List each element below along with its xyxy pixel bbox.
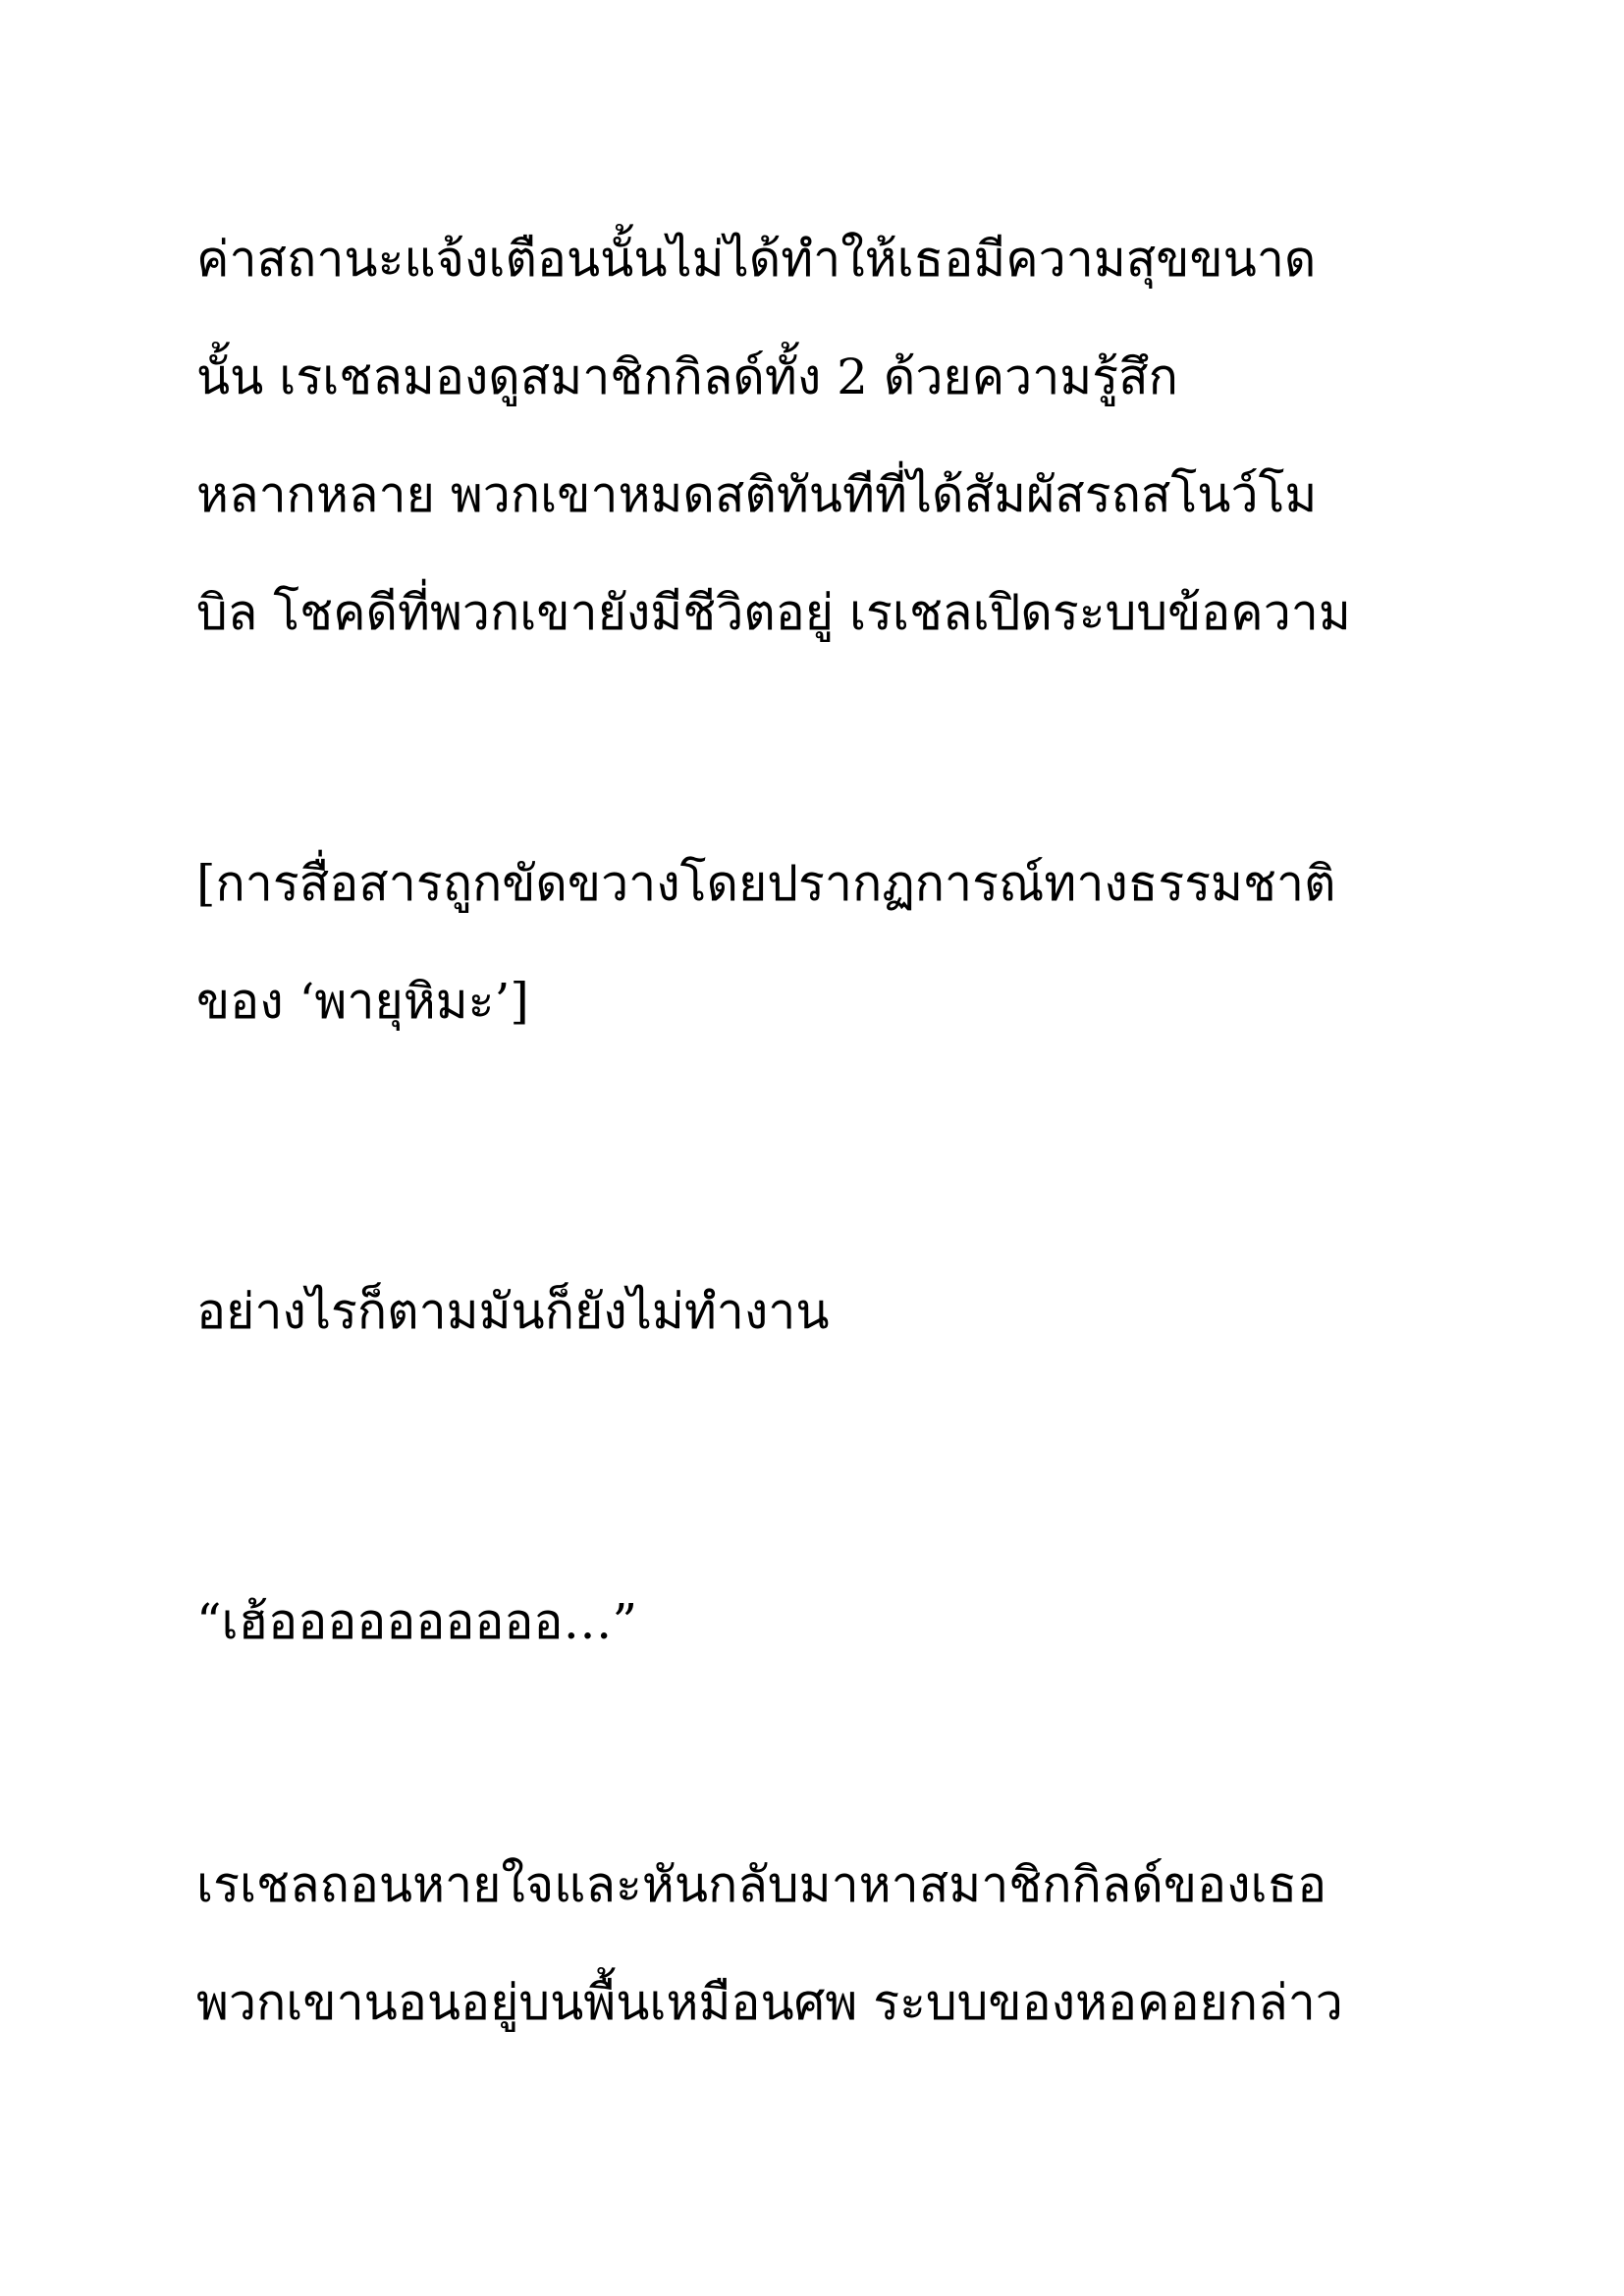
paragraph-sigh-dialogue: [196, 1563, 1473, 1681]
paragraph-system-message: [196, 825, 1473, 1060]
text-line: ค่าสถานะแจ้งเตือนนั้นไม่ได้ทำให้เธอมีความสุขขนาด: [196, 231, 1317, 288]
text-line: พวกเขานอนอยู่บนพื้นเหมือนศพ ระบบของหอคอยกล่าว: [196, 1974, 1343, 2031]
text-line: หลากหลาย พวกเขาหมดสติทันทีที่ได้สัมผัสรถสโนว์โม: [196, 466, 1318, 523]
text-line: บิล โชคดีที่พวกเขายังมีชีวิตอยู่ เรเชลเปิดระบบข้อความ: [196, 584, 1351, 641]
text-line: “เฮ้ออออออออออ…”: [196, 1593, 638, 1650]
text-line: เรเชลถอนหายใจและหันกลับมาหาสมาชิกกิลด์ของเธอ: [196, 1856, 1327, 1913]
text-line: อย่างไรก็ตามมันก็ยังไม่ทำงาน: [196, 1283, 830, 1340]
text-line: [การสื่อสารถูกขัดขวางโดยปรากฏการณ์ทางธรรมชาติ: [196, 855, 1336, 912]
paragraph-not-working: [196, 1253, 1473, 1370]
paragraph-notification-status: [196, 200, 1473, 671]
paragraph-guild-members: [196, 1826, 1473, 2061]
text-line: นั้น เรเชลมองดูสมาชิกกิลด์ทั้ง 2 ด้วยความรู้สึก: [196, 348, 1178, 405]
text-line: ของ ‘พายุหิมะ’]: [196, 973, 529, 1030]
